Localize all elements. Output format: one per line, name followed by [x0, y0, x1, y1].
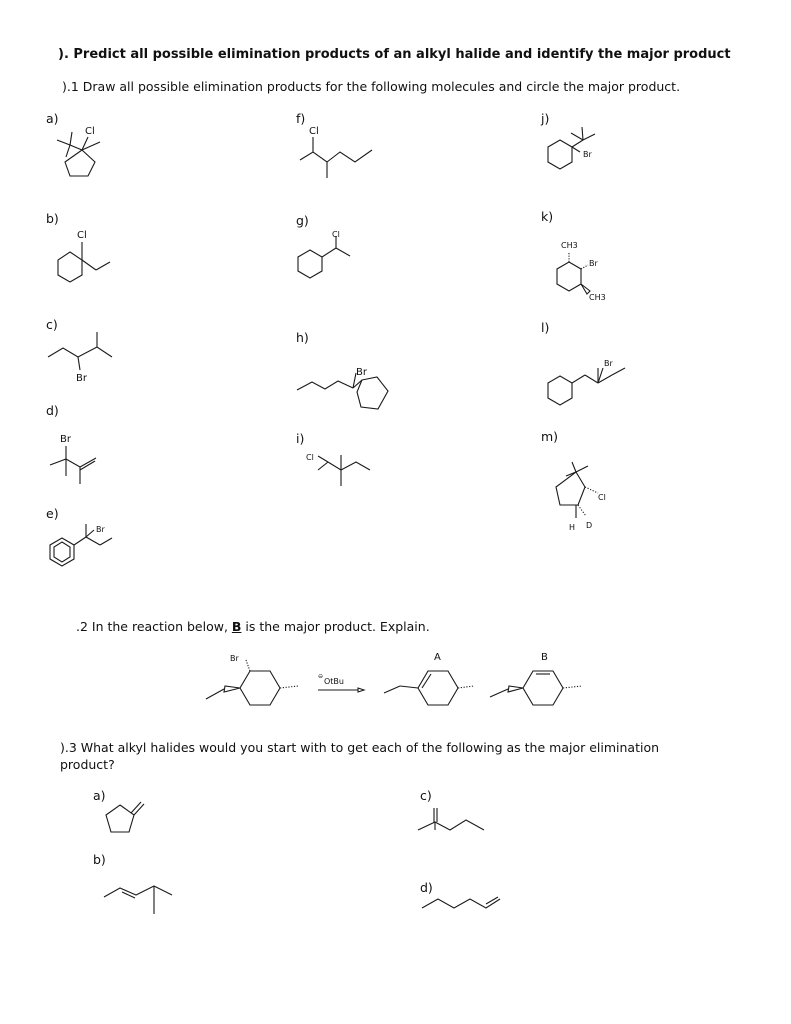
svg-text:Cl: Cl	[598, 493, 606, 502]
svg-text:B: B	[541, 652, 548, 663]
svg-text:Br: Br	[583, 150, 592, 159]
molecule-l	[548, 359, 625, 405]
molecule-g	[298, 230, 350, 278]
molecule-h	[297, 367, 388, 409]
reaction-starting-material	[206, 654, 298, 705]
page-title: ). Predict all possible elimination products of an alkyl halide and identify the major product	[58, 47, 731, 62]
molecule-m	[556, 462, 606, 532]
svg-text:⊖: ⊖	[318, 673, 324, 680]
svg-text:A: A	[434, 652, 441, 663]
svg-text:Cl: Cl	[332, 230, 340, 239]
q3-label-d: d)	[420, 880, 433, 895]
label-a: a)	[46, 111, 59, 126]
q3-molecule-d	[422, 897, 500, 908]
label-m: m)	[541, 429, 559, 444]
molecule-k	[557, 241, 606, 302]
molecule-b	[58, 230, 110, 282]
molecule-f	[300, 126, 372, 178]
label-f: f)	[296, 111, 306, 126]
label-l: l)	[541, 320, 550, 335]
svg-text:Br: Br	[60, 434, 71, 445]
svg-text:Br: Br	[604, 359, 613, 368]
q3-molecule-c	[418, 808, 484, 830]
label-e: e)	[46, 506, 59, 521]
q3-label-b: b)	[93, 852, 106, 867]
label-i: i)	[296, 431, 305, 446]
q3-molecule-b	[104, 886, 172, 914]
svg-text:Br: Br	[76, 373, 87, 384]
svg-text:CH3: CH3	[561, 241, 578, 250]
question-3-prompt-line1: ).3 What alkyl halides would you start with to get each of the following as the major elimination	[60, 740, 660, 755]
svg-text:D: D	[586, 521, 593, 530]
molecule-e	[50, 524, 112, 566]
svg-text:Br: Br	[589, 259, 598, 268]
label-g: g)	[296, 213, 309, 228]
product-b	[490, 652, 582, 705]
molecule-a	[57, 126, 100, 176]
q3-label-c: c)	[420, 788, 432, 803]
svg-text:Cl: Cl	[309, 126, 319, 137]
label-k: k)	[541, 209, 554, 224]
reaction-arrow	[318, 673, 364, 692]
svg-text:Br: Br	[356, 367, 367, 378]
svg-text:CH3: CH3	[589, 293, 606, 302]
q3-molecule-a	[106, 802, 144, 832]
svg-text:Br: Br	[96, 525, 105, 534]
label-j: j)	[541, 111, 550, 126]
molecule-d	[50, 434, 96, 484]
svg-text:Cl: Cl	[85, 126, 95, 137]
question-3-prompt-line2: product?	[60, 757, 115, 772]
molecule-i	[306, 453, 370, 486]
label-d: d)	[46, 403, 59, 418]
product-a	[384, 652, 474, 705]
svg-text:H: H	[569, 523, 576, 532]
label-h: h)	[296, 330, 309, 345]
label-c: c)	[46, 317, 58, 332]
question-2-prompt: .2 In the reaction below, B is the major product. Explain.	[76, 619, 430, 634]
svg-text:OtBu: OtBu	[324, 677, 344, 686]
q3-label-a: a)	[93, 788, 106, 803]
molecule-j	[548, 127, 595, 169]
question-1-prompt: ).1 Draw all possible elimination products for the following molecules and circle the major product.	[62, 79, 681, 94]
label-b: b)	[46, 211, 59, 226]
svg-text:Cl: Cl	[306, 453, 314, 462]
molecule-c	[48, 332, 112, 384]
svg-text:Cl: Cl	[77, 230, 87, 241]
svg-text:Br: Br	[230, 654, 239, 663]
